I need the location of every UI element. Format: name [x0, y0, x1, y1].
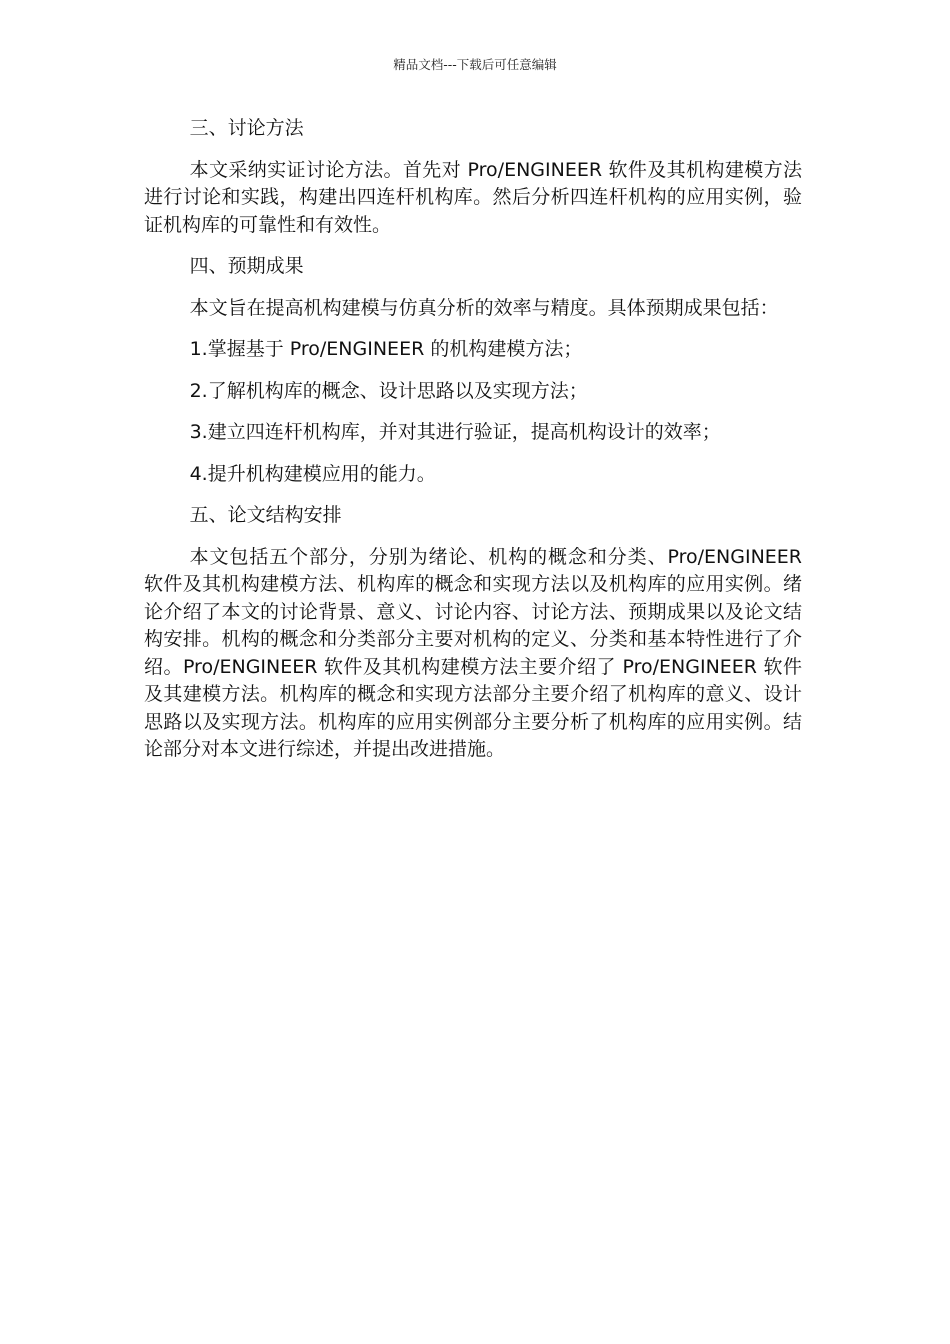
document-body [144, 115, 802, 778]
structure-paragraph: 本文包括五个部分，分别为绪论、机构的概念和分类、Pro/ENGINEER 软件及其机构建模方法、机构库的概念和实现方法以及机构库的应用实例。绪论介绍了本文的讨论背景、意义、讨论内容、讨论方法、预期成果以及论文结构安排。机构的概念和分类部分主要对机构的定义、分类和基本特性进行了介绍。Pro/ENGINEER 软件及其机构建模方法主要介绍了 Pro/ENGINEER 软件及其建模方法。机构库的概念和实现方法部分主要介绍了机构库的意义、设计思路以及实现方法。机构库的应用实例部分主要分析了机构库的应用实例。结论部分对本文进行综述，并提出改进措施。 [144, 545, 802, 760]
results-item-3: 3.建立四连杆机构库，并对其进行验证，提高机构设计的效率； [189, 421, 721, 443]
results-item-4: 4.提升机构建模应用的能力。 [189, 462, 436, 485]
structure-heading: 五、论文结构安排 [189, 504, 342, 526]
results-item-2: 2.了解机构库的概念、设计思路以及实现方法； [189, 379, 588, 402]
method-paragraph: 本文采纳实证讨论方法。首先对 Pro/ENGINEER 软件及其机构建模方法进行讨论和实践，构建出四连杆机构库。然后分析四连杆机构的应用实例，验证机构库的可靠性和有效性。 [144, 158, 802, 236]
results-paragraph: 本文旨在提高机构建模与仿真分析的效率与精度。具体预期成果包括： [189, 296, 779, 319]
page-header: 精品文档---下载后可任意编辑 [393, 57, 557, 72]
results-item-1: 1.掌握基于 Pro/ENGINEER 的机构建模方法； [189, 338, 583, 360]
results-heading: 四、预期成果 [189, 255, 304, 277]
method-heading: 三、讨论方法 [189, 117, 304, 139]
